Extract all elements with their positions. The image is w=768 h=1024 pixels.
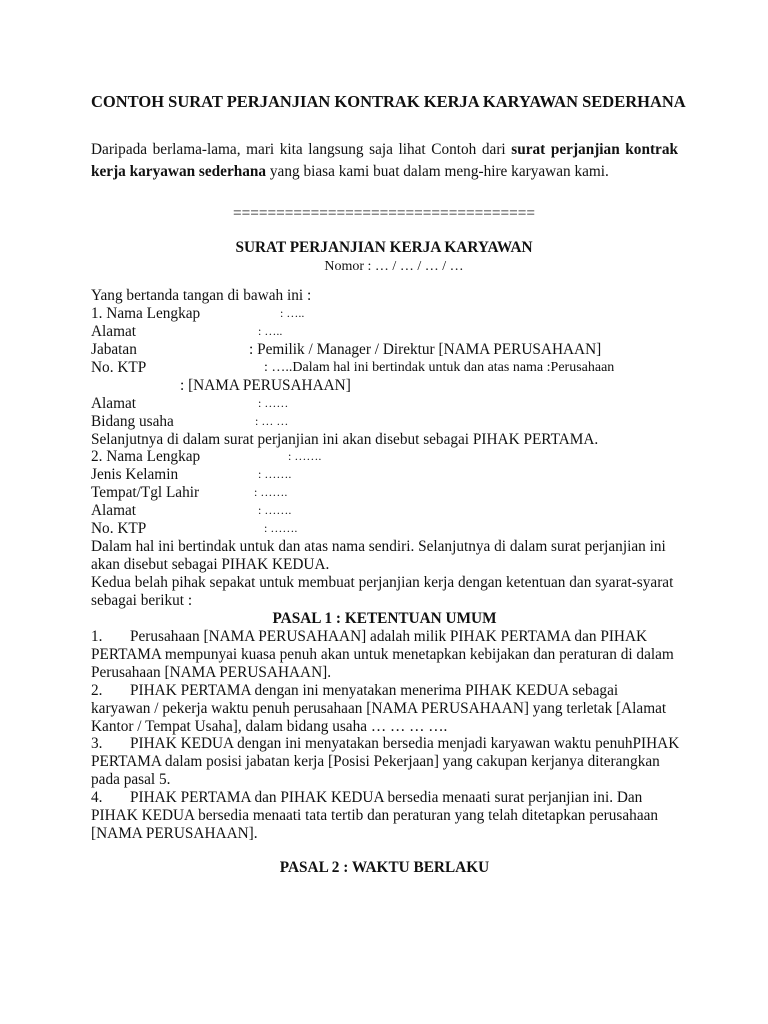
document-heading: CONTOH SURAT PERJANJIAN KONTRAK KERJA KARYAWAN SEDERHANA	[91, 92, 686, 111]
item-text-line: PIHAK PERTAMA dan PIHAK KEDUA bersedia menaati surat perjanjian ini. Dan	[130, 789, 643, 807]
field-label: Bidang usaha	[91, 412, 174, 430]
item-text-line: pada pasal 5.	[91, 771, 171, 789]
item-text-line: PERTAMA mempunyai kuasa penuh akan untuk menetapkan kebijakan dan peraturan di dalam	[91, 645, 674, 663]
intro-text: Daripada berlama-lama, mari kita langsung saja lihat Contoh dari	[91, 141, 512, 158]
item-number: 2.	[91, 681, 103, 699]
opening-line: Yang bertanda tangan di bawah ini :	[91, 287, 312, 304]
field-value: : …….	[258, 467, 292, 482]
item-text-line: [NAMA PERUSAHAAN].	[91, 825, 258, 843]
field-value: : …….	[258, 503, 292, 518]
agreement-text: sebagai berikut :	[91, 591, 193, 609]
agreement-text: Kedua belah pihak sepakat untuk membuat perjanjian kerja dengan ketentuan dan syarat-syarat	[91, 574, 674, 591]
pasal-1-title: PASAL 1 : KETENTUAN UMUM	[272, 609, 497, 627]
field-label: No. KTP	[91, 358, 147, 376]
item-text-line: Kantor / Tempat Usaha], dalam bidang usaha … … … ….	[91, 717, 448, 735]
party2-closing: Dalam hal ini bertindak untuk dan atas nama sendiri. Selanjutnya di dalam surat perjanjian ini	[91, 538, 666, 556]
intro-bold: surat perjanjian kontrak kerja karyawan sederhana	[91, 141, 678, 180]
party2-closing: akan disebut sebagai PIHAK KEDUA.	[91, 556, 330, 574]
item-number: 4.	[91, 789, 103, 807]
pasal-1-items	[91, 628, 678, 843]
intro-text-end: yang biasa kami buat dalam meng-hire karyawan kami.	[266, 163, 609, 180]
field-label: Alamat	[91, 502, 137, 520]
field-value: : Pemilik / Manager / Direktur [NAMA PERUSAHAAN]	[249, 340, 602, 358]
letter-number: Nomor : … / … / … / …	[324, 259, 464, 274]
field-value: : … …	[255, 413, 289, 428]
field-value: : ……	[258, 395, 289, 410]
field-value: : …..Dalam hal ini bertindak untuk dan atas nama :Perusahaan	[264, 359, 615, 375]
field-label: Jabatan	[91, 340, 137, 358]
item-text-line: PIHAK KEDUA dengan ini menyatakan bersedia menjadi karyawan waktu penuhPIHAK	[130, 735, 680, 753]
item-number: 3.	[91, 735, 103, 753]
field-value: : …..	[280, 305, 305, 320]
field-value: : …….	[288, 449, 322, 464]
pasal-2-title: PASAL 2 : WAKTU BERLAKU	[279, 859, 490, 877]
field-value: : …….	[254, 485, 288, 500]
item-text-line: karyawan / pekerja waktu penuh perusahaan [NAMA PERUSAHAAN] yang terletak [Alamat	[91, 699, 667, 717]
field-label: 2. Nama Lengkap	[91, 448, 201, 466]
field-value: : …….	[264, 521, 298, 536]
separator: ===================================	[233, 205, 535, 222]
item-text-line: PIHAK PERTAMA dengan ini menyatakan menerima PIHAK KEDUA sebagai	[130, 681, 619, 699]
field-label: No. KTP	[91, 520, 147, 538]
field-label: Tempat/Tgl Lahir	[91, 484, 200, 502]
letter-title: SURAT PERJANJIAN KERJA KARYAWAN	[235, 239, 533, 256]
intro-paragraph	[91, 139, 678, 183]
letter-body	[91, 287, 678, 877]
field-value: : [NAMA PERUSAHAAN]	[180, 376, 351, 394]
item-text-line: Perusahaan [NAMA PERUSAHAAN].	[91, 663, 332, 681]
field-label: Alamat	[91, 322, 137, 340]
field-label: 1. Nama Lengkap	[91, 304, 201, 322]
item-text-line: PIHAK KEDUA bersedia menaati tata tertib dan peraturan yang telah ditetapkan perusahaan	[91, 807, 659, 825]
field-label: Alamat	[91, 394, 137, 412]
item-text-line: Perusahaan [NAMA PERUSAHAAN] adalah milik PIHAK PERTAMA dan PIHAK	[130, 627, 648, 645]
item-text-line: PERTAMA dalam posisi jabatan kerja [Posisi Pekerjaan] yang cakupan kerjanya diterangkan	[91, 753, 660, 771]
item-number: 1.	[91, 627, 103, 645]
field-label: Jenis Kelamin	[91, 466, 179, 484]
party1-closing: Selanjutnya di dalam surat perjanjian ini akan disebut sebagai PIHAK PERTAMA.	[91, 430, 599, 448]
field-value: : …..	[258, 323, 283, 338]
